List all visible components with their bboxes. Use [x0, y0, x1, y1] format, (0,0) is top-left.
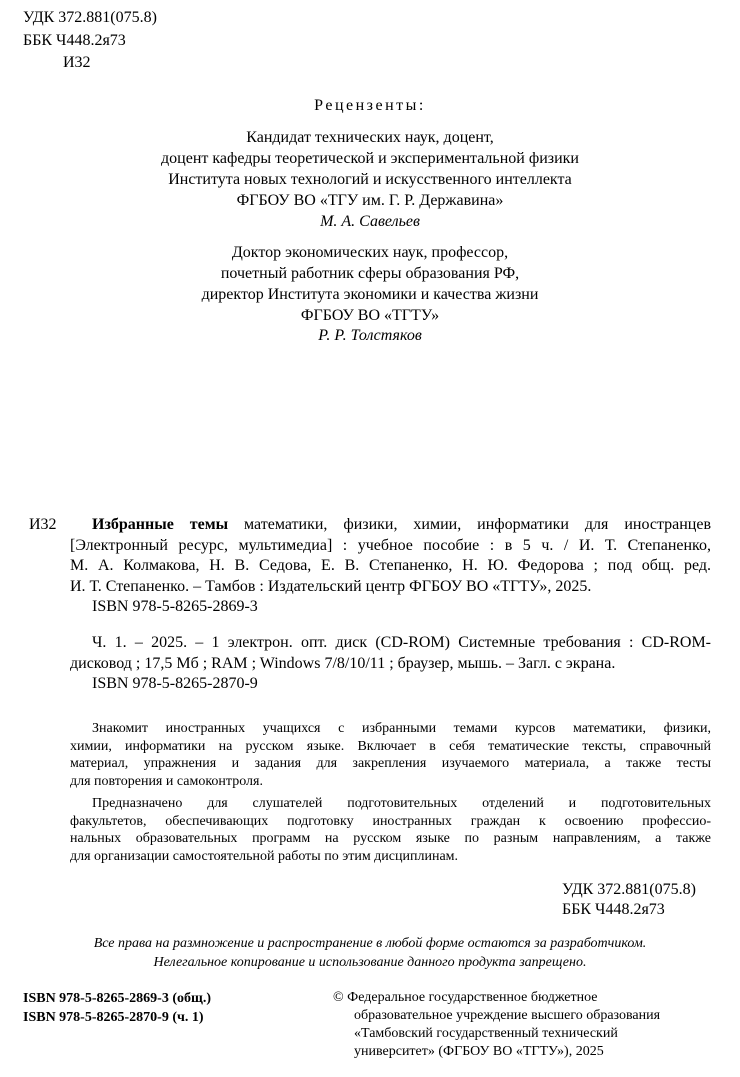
bbk-code-top: ББК Ч448.2я73: [23, 32, 126, 49]
reviewer2-line: почетный работник сферы образования РФ,: [220, 265, 520, 282]
book-title: Избранные темы: [92, 516, 229, 533]
copyright-line: «Тамбовский государственный технический: [354, 1026, 618, 1041]
book-title-rest: математики, физики, химии, информатики для иностранцев: [228, 516, 712, 533]
reviewer1-line: Кандидат технических наук, доцент,: [246, 129, 494, 146]
bibliographic-record: [70, 515, 711, 618]
isbn-part: ISBN 978-5-8265-2870-9 (ч. 1): [23, 1010, 204, 1025]
copyright-line: университет» (ФГБОУ ВО «ТГТУ»), 2025: [354, 1044, 604, 1059]
reviewer1-name: М. А. Савельев: [320, 213, 420, 230]
reviewer2-line: ФГБОУ ВО «ТГТУ»: [300, 307, 440, 324]
reviewer1-line: Института новых технологий и искусственного интеллекта: [168, 171, 572, 188]
record-line: И. Т. Степаненко. – Тамбов : Издательский центр ФГБОУ ВО «ТГТУ», 2025.: [70, 577, 592, 595]
annotation-line: для повторения и самоконтроля.: [70, 773, 263, 789]
author-mark-card: И32: [29, 516, 57, 533]
record-line: [70, 515, 711, 536]
copyright-line: образовательное учреждение высшего образования: [354, 1008, 661, 1023]
annotation-paragraph-2: [70, 795, 711, 865]
reviewer1-line: доцент кафедры теоретической и экспериментальной физики: [161, 150, 579, 167]
record-line: М. А. Колмакова, Н. В. Седова, Е. В. Степаненко, Н. Ю. Федорова ; под общ. ред.: [70, 557, 711, 574]
annotation-line: нальных образовательных программ на русском языке по разным направлениям, а также: [70, 831, 711, 846]
annotation-line: Предназначено для слушателей подготовительных отделений и подготовительных: [92, 796, 711, 811]
isbn-general: ISBN 978-5-8265-2869-3 (общ.): [23, 991, 211, 1006]
copy-prohibition-notice: Нелегальное копирование и использование данного продукта запрещено.: [153, 955, 587, 970]
annotation-paragraph-1: [70, 720, 711, 790]
bbk-code-bottom: ББК Ч448.2я73: [562, 901, 665, 918]
annotation-line: факультетов, обеспечивающих подготовку иностранных граждан к освоению профессио-: [70, 813, 711, 829]
reviewer2-name: Р. Р. Толстяков: [318, 327, 422, 344]
annotation-line: Знакомит иностранных учащихся с избранными темами курсов математики, физики,: [92, 721, 711, 736]
isbn-general-card: ISBN 978-5-8265-2869-3: [92, 598, 258, 615]
annotation-line: химии, информатики на русском языке. Включает в себя тематические тексты, справочный: [70, 738, 711, 754]
annotation-line: материал, упражнения и задания для закрепления изучаемого материала, а также тесты: [70, 756, 711, 771]
record-line: Ч. 1. – 2025. – 1 электрон. опт. диск (CD-ROM) Системные требования : CD-ROM-: [92, 634, 711, 651]
copyright-line: © Федеральное государственное бюджетное: [333, 990, 598, 1005]
annotation-line: для организации самостоятельной работы по этим дисциплинам.: [70, 848, 459, 864]
reviewer1-line: ФГБОУ ВО «ТГУ им. Г. Р. Державина»: [236, 192, 504, 209]
author-mark-top: И32: [63, 54, 91, 71]
udk-code-bottom: УДК 372.881(075.8): [562, 881, 696, 898]
rights-notice: Все права на размножение и распространение в любой форме остаются за разработчиком.: [93, 936, 647, 951]
isbn-part-card: ISBN 978-5-8265-2870-9: [92, 675, 258, 692]
udk-code-top: УДК 372.881(075.8): [23, 9, 157, 26]
record-line: дисковод ; 17,5 Мб ; RAM ; Windows 7/8/10/11 ; браузер, мышь. – Загл. с экрана.: [70, 654, 616, 672]
reviewer2-line: Доктор экономических наук, профессор,: [231, 244, 509, 261]
reviewers-heading: Рецензенты:: [314, 97, 426, 114]
part-record: [70, 633, 711, 695]
record-line: [Электронный ресурс, мультимедиа] : учебное пособие : в 5 ч. / И. Т. Степаненко,: [70, 536, 711, 554]
reviewer2-line: директор Института экономики и качества жизни: [201, 286, 539, 303]
